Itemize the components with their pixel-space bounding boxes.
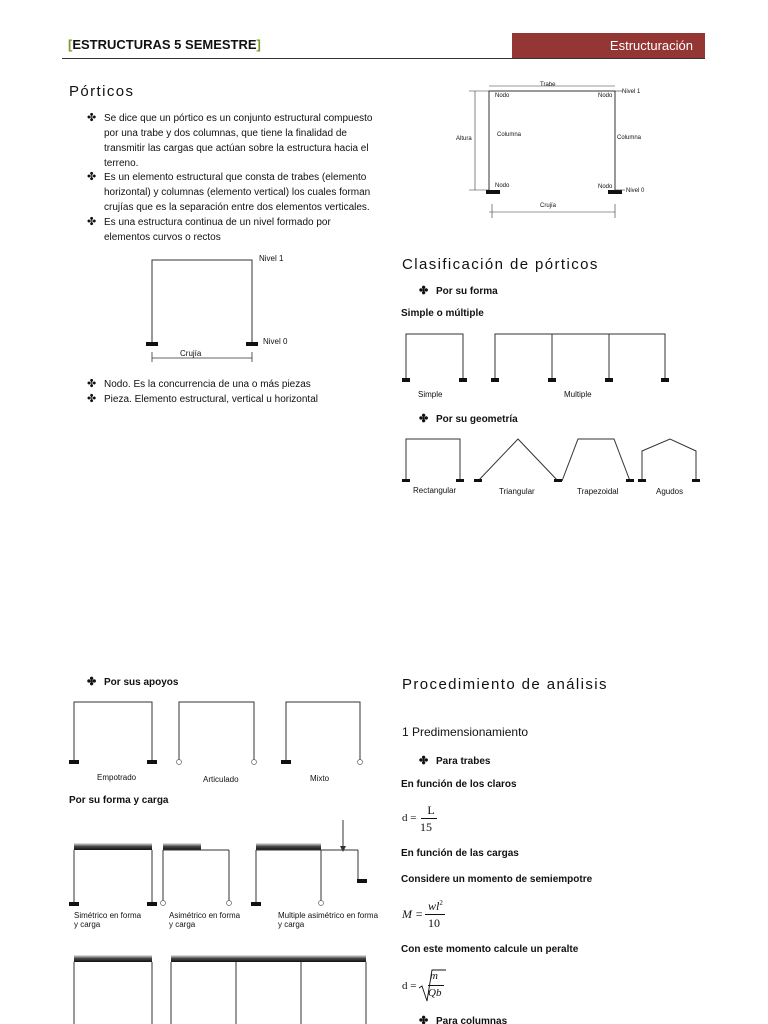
formula-wl: $wl^2$ [428, 899, 443, 913]
geometry-diagram [400, 435, 700, 490]
mixto-label: Mixto [310, 774, 330, 783]
supports-diagram [66, 698, 366, 770]
simple-multiple-diagram [400, 330, 700, 390]
list-item: ✤ Se dice que un pórtico es un conjunto estructural compuesto por una trabe y dos columnas, que tiene la finalidad de transmitir las cargas que actúan sobre la estructura hacia el terreno. [87, 112, 373, 169]
formula-m: m [430, 970, 438, 982]
list-item: ✤ Para columnas [436, 1014, 507, 1024]
empotrado-label: Empotrado [97, 773, 137, 782]
bullet-icon: ✤ [87, 676, 97, 688]
fig1-nivel1: Nivel 1 [259, 254, 284, 263]
list-item: ✤ Por sus apoyos [87, 676, 179, 688]
fig-top-nodo: Nodo [598, 184, 613, 190]
fig-top-altura: Altura [456, 136, 472, 142]
bracket-open: [ [68, 37, 73, 52]
bullet-icon: ✤ [87, 378, 97, 390]
list-item: ✤ Es un elemento estructural que consta de trabes (elemento horizontal) y columnas (elemento vertical) los cuales forman crujías que es la separación entre dos elementos verticales. [87, 171, 371, 213]
header-bar [512, 33, 705, 59]
bullet-icon: ✤ [87, 171, 97, 183]
con-momento: Con este momento calcule un peralte [401, 944, 579, 955]
header-rule [62, 58, 705, 59]
load-diagram [66, 815, 376, 910]
formula-d2: d = [402, 980, 417, 992]
fig-top-trabe: Trabe [540, 82, 556, 88]
fig-top-nodo: Nodo [495, 93, 510, 99]
header-right-title: Estructuración [609, 38, 693, 53]
rectangular-label: Rectangular [413, 486, 457, 495]
bullet-icon: ✤ [87, 393, 97, 405]
funcion-cargas: En función de las cargas [401, 848, 519, 859]
considere-momento: Considere un momento de semiempotre [401, 874, 593, 885]
frame-diagram-nivel [140, 250, 310, 365]
fig-top-nivel1: Nivel 1 [622, 89, 641, 95]
formula-Qb: Qb [428, 987, 442, 999]
procedimiento-title: Procedimiento de análisis [402, 676, 608, 693]
simple-label: Simple [418, 390, 443, 399]
formula-M: M = [402, 907, 424, 921]
formula-15: 15 [420, 820, 432, 834]
clasificacion-title: Clasificación de pórticos [402, 256, 599, 273]
bullet-icon: ✤ [87, 112, 97, 124]
forma-carga-label: Por su forma y carga [69, 795, 169, 806]
asimetrico-label: Asimétrico en forma y carga [169, 911, 241, 929]
bullet-icon: ✤ [419, 755, 429, 767]
formula-L: L [427, 803, 435, 817]
fraction-bar [421, 818, 437, 819]
fig-top-nodo: Nodo [598, 93, 613, 99]
fig-top-columna: Columna [497, 132, 522, 138]
triangular-label: Triangular [499, 487, 535, 496]
list-item: ✤ Por su forma [419, 285, 498, 297]
trapezoidal-label: Trapezoidal [577, 487, 619, 496]
fig-top-crujia: Crujía [540, 203, 557, 209]
list-item: ✤ Es una estructura continua de un nivel formado por elementos curvos o rectos [87, 216, 331, 243]
formula-d: d = [402, 812, 417, 824]
list-item: ✤ Pieza. Elemento estructural, vertical u horizontal [87, 393, 318, 405]
fig-top-nodo: Nodo [495, 183, 510, 189]
fig-top-nivel0: Nivel 0 [626, 188, 645, 194]
fig1-crujia: Crujía [180, 349, 202, 358]
formula-10: 10 [428, 916, 440, 930]
bracket-close: ] [256, 37, 261, 52]
frame-diagram-detailed [455, 80, 655, 220]
simple-multiple-label: Simple o múltiple [401, 308, 484, 319]
fraction-bar [428, 985, 444, 986]
multiple-label: Multiple [564, 390, 592, 399]
predimensionamiento-label: 1 Predimensionamiento [402, 725, 529, 739]
list-item: ✤ Por su geometría [419, 413, 518, 425]
fraction-bar [425, 914, 445, 915]
list-item: ✤ Para trabes [419, 755, 491, 767]
fig1-nivel0: Nivel 0 [263, 337, 288, 346]
load-diagram-bottom [66, 950, 376, 1024]
header-left-title: ESTRUCTURAS 5 SEMESTRE [72, 37, 257, 52]
porticos-title: Pórticos [69, 83, 135, 100]
fig-top-columna: Columna [617, 135, 642, 141]
bullet-icon: ✤ [419, 413, 429, 425]
bullet-icon: ✤ [419, 285, 429, 297]
header-title [68, 37, 261, 52]
bullet-icon: ✤ [419, 1015, 429, 1024]
bullet-icon: ✤ [87, 216, 97, 228]
simetrico-label: Simétrico en forma y carga [74, 911, 142, 929]
agudos-label: Agudos [656, 487, 684, 496]
multiple-asimetrico-label: Multiple asimétrico en forma y carga [278, 911, 379, 929]
articulado-label: Articulado [203, 775, 239, 784]
list-item: ✤ Nodo. Es la concurrencia de una o más piezas [87, 378, 311, 390]
funcion-claros: En función de los claros [401, 779, 517, 790]
